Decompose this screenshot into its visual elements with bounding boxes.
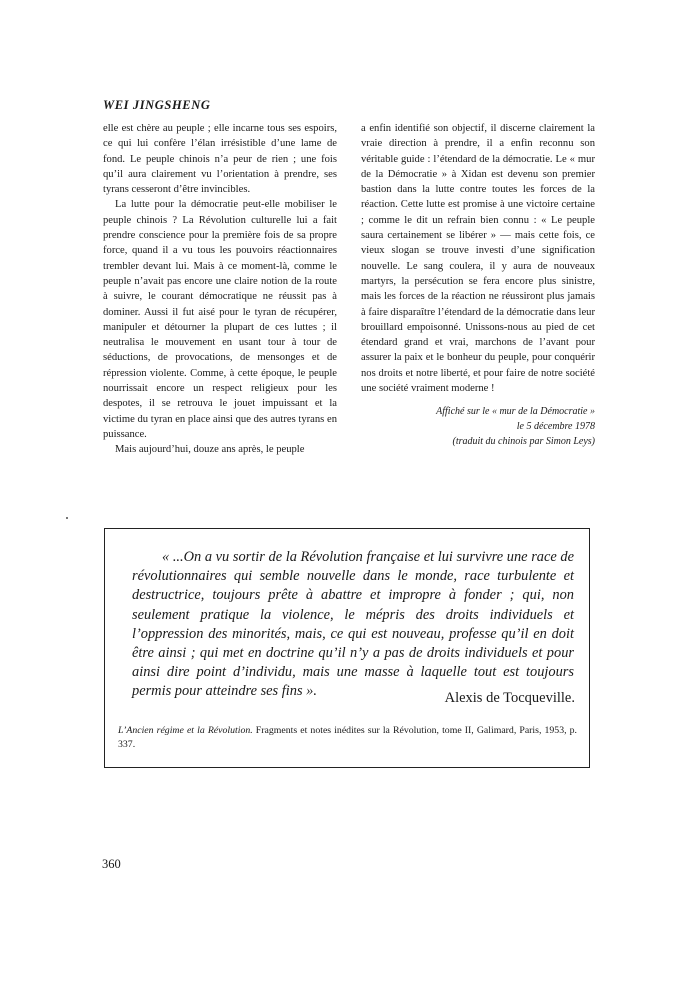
quote-source-title: L’Ancien régime et la Révolution. [118, 725, 253, 736]
attribution-line: Affiché sur le « mur de la Démocratie » [436, 406, 595, 418]
left-column [103, 121, 337, 458]
quote-author [445, 690, 575, 707]
running-head: WEI JINGSHENG [103, 98, 211, 112]
quote-source [118, 724, 577, 751]
paragraph: La lutte pour la démocratie peut-elle mobiliser le peuple chinois ? La Révolution culturelle lui a fait prendre conscience pour la première fois de sa propre force, quand il a vu tous les pouvoirs réactionnaires trembler devant lui. Mais à ce moment-là, comme le peuple n’avait pas encore une claire notion de la route à suivre, le courant démocratique ne réussit pas à dominer. Aussi il fut aisé pour le tyran de récupérer, manipuler et détourner la plupart de ces luttes ; il neutralisa le mouvement en usant tour à tour de séductions, de provocations, de mensonges et de répression violente. Comme, à cette époque, le peuple nourrissait encore un respect religieux pour les despotes, il se retrouva le jouet impuissant et la victime du tyran en place ainsi que des autres tyrans en puissance. [103, 199, 337, 440]
paragraph: elle est chère au peuple ; elle incarne tous ses espoirs, ce qui lui confère l’élan irrésistible d’une lame de fond. Le peuple chinois n’a peur de rien ; une fois qu’il aura clairement vu l’orientation à prendre, ses tyrans cesseront d’être invincibles. [103, 123, 337, 196]
attribution-line: (traduit du chinois par Simon Leys) [452, 436, 595, 448]
attribution-line: le 5 décembre 1978 [516, 421, 595, 433]
attribution [361, 404, 595, 449]
quote-author-name: Alexis de Tocqueville. [444, 690, 575, 706]
margin-mark [66, 517, 68, 519]
paragraph: a enfin identifié son objectif, il discerne clairement la vraie direction à prendre, il a enfin reconnu son véritable guide : l’étendard de la démocratie. Le « mur de la Démocratie » à Xidan est devenu son premier bastion dans la lutte contre toutes les forces de la réaction. Cette lutte est promise à une victoire certaine ; comme le dit un refrain bien connu : « Le peuple saura certainement se libérer » — mais cette fois, ce vieux slogan se trouve investi d’une signification nouvelle. Le sang coulera, il y aura de nouveaux martyrs, la persécution se fera encore plus sinistre, mais les forces de la réaction ne réussiront plus jamais à faire disparaître l’étendard de la démocratie dans leur brouillard empoisonné. Unissons-nous au pied de cet étendard grand et vrai, marchons de l’avant pour assurer la paix et le bonheur du peuple, pour conquérir nos droits et notre liberté, et pour faire de notre société une société vraiment moderne ! [361, 123, 595, 395]
right-column [361, 121, 595, 449]
page-number: 360 [102, 857, 121, 871]
quote-source-details: Fragments et notes inédites sur la Révolution, tome II, Galimard, Paris, 1953, p. 337. [118, 725, 577, 750]
quote-text: « ...On a vu sortir de la Révolution française et lui survivre une race de révolutionnaires qui semble nouvelle dans le monde, race turbulente et destructrice, toujours prête à abattre et impropre à fonder ; qui, non seulement pratique la violence, le mépris des droits individuels et l’oppression des minorités, mais, ce qui est nouveau, professe qu’il en doit être ainsi ; qui met en doctrine qu’il n’y a pas de droits individuels et pour ainsi dire point d’individu, mais une masse à laquelle tout est toujours permis pour atteindre ses fins ». [132, 549, 574, 700]
quote-box [104, 528, 590, 768]
paragraph: Mais aujourd’hui, douze ans après, le peuple [115, 444, 305, 456]
